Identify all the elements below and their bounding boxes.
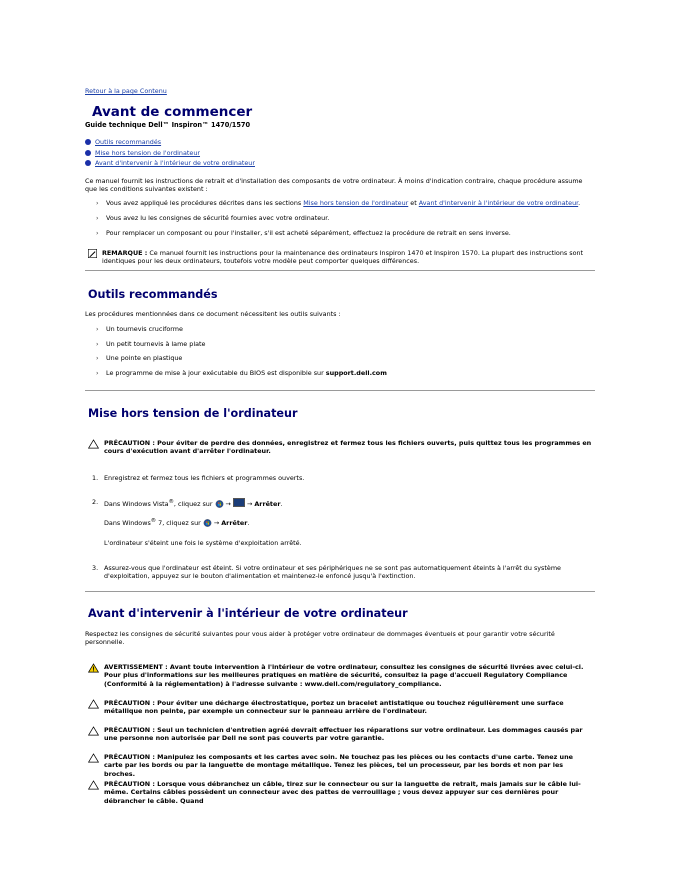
caution-text: PRÉCAUTION : Pour éviter une décharge électrostatique, portez un bracelet antistatique ou touchez régulièrement une surface métallique non peinte, par exemple un connecteur sur le panneau arrière de l'ordinateur. (104, 699, 564, 716)
caution-triangle-icon (88, 439, 99, 449)
bullet-icon (85, 160, 91, 166)
link-inside[interactable]: Avant d'intervenir à l'intérieur de votre ordinateur (418, 199, 579, 207)
list-item (96, 325, 595, 333)
list-item-text: Vous avez appliqué les procédures décrites dans les sections Mise hors tension de l'ordinateur et Avant d'intervenir à l'intérieur de votre ordinateur. (106, 199, 581, 207)
page-subtitle: Guide technique Dell™ Inspiron™ 1470/1570 (85, 121, 251, 129)
caution-text: PRÉCAUTION : Seul un technicien d'entretien agréé devrait effectuer les réparations sur votre ordinateur. Les dommages causés par une personne non autorisée par Dell ne sont pas couverts par votre garantie. (104, 726, 583, 743)
note-text: REMARQUE : Ce manuel fournit les instructions pour la maintenance des ordinateurs Inspiron 1470 et Inspiron 1570. La plupart des instructions sont identiques pour les deux ordinateurs, toutefois votre modèle peut comporter quelques différences. (102, 249, 584, 266)
step-text: Dans Windows® 7, cliquez sur → Arrêter. (104, 518, 250, 528)
caution-triangle-icon (88, 753, 99, 763)
toc-item (85, 158, 255, 169)
toc-item (85, 148, 255, 159)
list-item (96, 199, 595, 207)
caution-text: PRÉCAUTION : Lorsque vous débranchez un câble, tirez sur le connecteur ou sur la languette de retrait, mais jamais sur le câble lui-même. Certains câbles possèdent un connecteur avec des pattes de verrouillage ; vous devez appuyer sur ces dernières pour débrancher le câble. Quand (104, 780, 581, 805)
list-marker-icon: › (96, 199, 99, 207)
list-item-text: Un petit tournevis à lame plate (106, 340, 206, 348)
list-item-text: Pour remplacer un composant ou pour l'installer, s'il est acheté séparément, effectuez la procédure de retrait en sens inverse. (106, 229, 511, 237)
list-item (96, 229, 595, 237)
caution-triangle-icon (88, 780, 99, 790)
link-poweroff[interactable]: Mise hors tension de l'ordinateur (303, 199, 409, 207)
list-marker-icon: › (96, 354, 99, 362)
list-item (96, 214, 595, 222)
step-text: L'ordinateur s'éteint une fois le système d'exploitation arrêté. (104, 539, 302, 547)
caution-box (88, 726, 593, 743)
bullet-icon (85, 150, 91, 156)
intro-paragraph: Ce manuel fournit les instructions de retrait et d'installation des composants de votre ordinateur. À moins d'indication contraire, chaque procédure assume que les conditions suivantes existent : (85, 177, 583, 194)
inside-intro: Respectez les consignes de sécurité suivantes pour vous aider à protéger votre ordinateur de dommages éventuels et pour garantir votre sécurité personnelle. (85, 630, 555, 647)
toc-link-inside[interactable]: Avant d'intervenir à l'intérieur de votre ordinateur (95, 159, 255, 168)
caution-box (88, 699, 593, 716)
caution-box (88, 439, 593, 456)
power-menu-icon (233, 498, 245, 507)
step-item: 2. Dans Windows Vista®, cliquez sur → → Arrêter. (92, 498, 283, 508)
caution-box (88, 753, 593, 778)
list-marker-icon: › (96, 214, 99, 222)
table-of-contents (85, 137, 255, 169)
section-divider (85, 591, 595, 592)
section-heading-inside: Avant d'intervenir à l'intérieur de votre ordinateur (88, 607, 408, 620)
note-pencil-icon (88, 249, 97, 258)
windows-start-icon (215, 500, 224, 508)
section-heading-tools: Outils recommandés (88, 288, 218, 301)
windows-start-icon (203, 519, 212, 527)
toc-link-tools[interactable]: Outils recommandés (95, 138, 162, 147)
list-item (96, 369, 595, 377)
step-subitem (92, 518, 595, 527)
list-item (96, 354, 595, 362)
warning-box (88, 663, 593, 688)
toc-link-poweroff[interactable]: Mise hors tension de l'ordinateur (95, 148, 201, 157)
tools-intro: Les procédures mentionnées dans ce document nécessitent les outils suivants : (85, 310, 341, 318)
step-text: Dans Windows Vista®, cliquez sur → → Arrêter. (104, 498, 283, 508)
section-divider (85, 390, 595, 391)
note-box (88, 249, 593, 266)
list-marker-icon: › (96, 325, 99, 333)
warning-text: AVERTISSEMENT : Avant toute intervention à l'intérieur de votre ordinateur, consultez les consignes de sécurité livrées avec celui-ci. Pour plus d'informations sur les meilleures pratiques en matière de sécurité, consultez la page d'accueil Regulatory Compliance (Conformité à la réglementation) à l'adresse suivante : www.dell.com/regulatory_compliance. (104, 663, 584, 688)
list-marker-icon: › (96, 369, 99, 377)
step-subitem (92, 539, 595, 547)
bullet-icon (85, 139, 91, 145)
section-heading-poweroff: Mise hors tension de l'ordinateur (88, 407, 298, 420)
caution-triangle-icon (88, 699, 99, 709)
list-item (96, 340, 595, 348)
step-text: Enregistrez et fermez tous les fichiers et programmes ouverts. (104, 474, 305, 482)
list-item-text: Vous avez lu les consignes de sécurité fournies avec votre ordinateur. (106, 214, 330, 222)
list-item-text: Un tournevis cruciforme (106, 325, 183, 333)
back-to-contents-link[interactable]: Retour à la page Contenu (85, 87, 167, 95)
caution-triangle-icon (88, 726, 99, 736)
step-text: Assurez-vous que l'ordinateur est éteint. Si votre ordinateur et ses périphériques ne se sont pas automatiquement éteints à l'arrêt du système d'exploitation, appuyez sur le bouton d'alimentation et maintenez-le enfoncé jusqu'à l'extinction. (104, 564, 561, 581)
caution-box (88, 780, 593, 805)
list-item-text: Le programme de mise à jour exécutable du BIOS est disponible sur support.dell.com (106, 369, 387, 377)
section-divider (85, 270, 595, 271)
list-marker-icon: › (96, 340, 99, 348)
list-item-text: Une pointe en plastique (106, 354, 183, 362)
page-title: Avant de commencer (92, 104, 253, 120)
caution-text: PRÉCAUTION : Manipulez les composants et les cartes avec soin. Ne touchez pas les pièces ou les contacts d'une carte. Tenez une carte par les bords ou par la languette de montage métallique. Tenez les pièces, tel un processeur, par les bords et non par les broches. (104, 753, 573, 778)
list-marker-icon: › (96, 229, 99, 237)
warning-triangle-icon (88, 663, 99, 673)
step-item: 1. Enregistrez et fermez tous les fichiers et programmes ouverts. (92, 474, 305, 482)
step-item: 3. Assurez-vous que l'ordinateur est éteint. Si votre ordinateur et ses périphériques ne se sont pas automatiquement éteints à l'arrêt du système d'exploitation, appuyez sur le bouton d'alimentation et maintenez-le enfoncé jusqu'à l'extinction. (92, 564, 595, 581)
toc-item (85, 137, 255, 148)
caution-text: PRÉCAUTION : Pour éviter de perdre des données, enregistrez et fermez tous les fichiers ouverts, puis quittez tous les programmes en cours d'exécution avant d'arrêter l'ordinateur. (104, 439, 592, 456)
